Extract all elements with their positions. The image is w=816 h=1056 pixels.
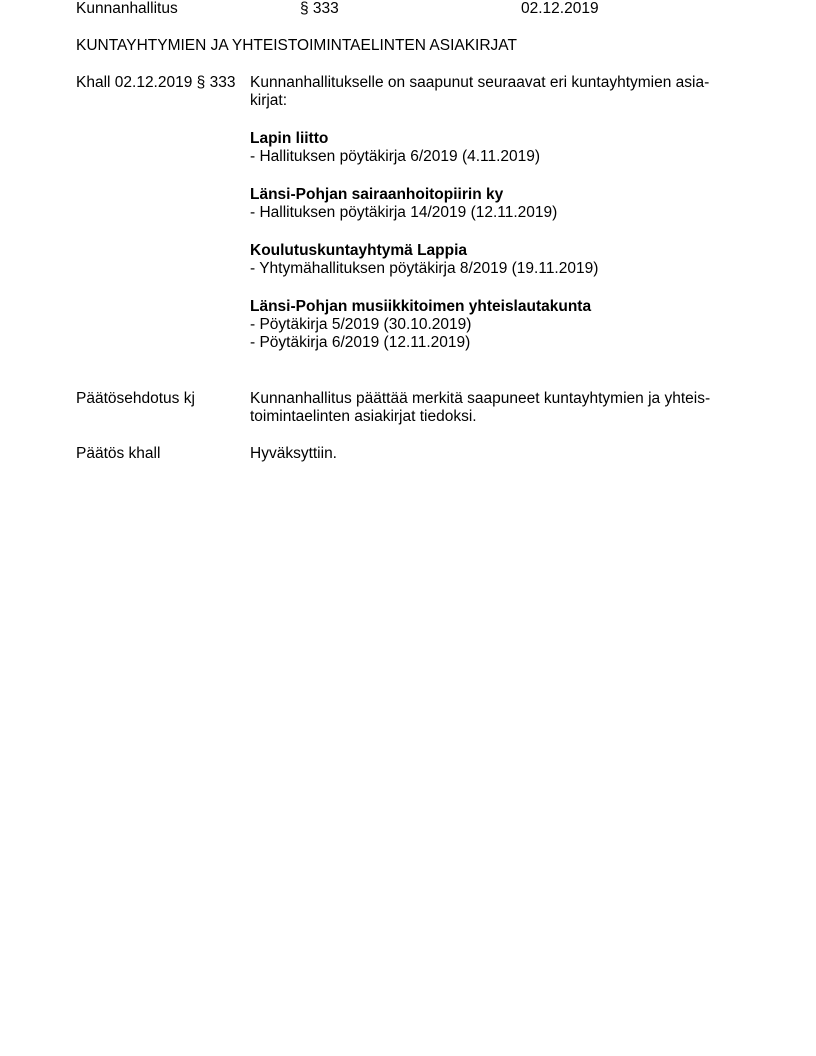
organization-musiikkitoimi [250, 298, 730, 352]
decision-text: Hyväksyttiin. [250, 445, 337, 462]
proposal-label: Päätösehdotus kj [76, 390, 195, 407]
intro-text [250, 74, 730, 110]
intro-label: Khall 02.12.2019 § 333 [76, 74, 236, 91]
organization-lapin-liitto [250, 130, 730, 166]
intro-text-line: kirjat: [250, 92, 288, 109]
proposal-text-line: toimintaelinten asiakirjat tiedoksi. [250, 408, 477, 425]
organization-name: Koulutuskuntayhtymä Lappia [250, 242, 468, 259]
organization-lansi-pohjan-shp [250, 186, 730, 222]
header-organ: Kunnanhallitus [76, 0, 178, 17]
header-date: 02.12.2019 [521, 0, 599, 17]
decision-label: Päätös khall [76, 445, 161, 462]
intro-text-line: Kunnanhallitukselle on saapunut seuraavat eri kuntayhtymien asia- [250, 74, 710, 91]
organization-name: Länsi-Pohjan musiikkitoimen yhteislautakunta [250, 298, 592, 315]
organization-document: - Hallituksen pöytäkirja 6/2019 (4.11.2019) [250, 148, 541, 165]
organization-lappia [250, 242, 730, 278]
organization-document: - Yhtymähallituksen pöytäkirja 8/2019 (19.11.2019) [250, 260, 599, 277]
organization-name: Lapin liitto [250, 130, 329, 147]
proposal-text [250, 390, 730, 426]
organization-document: - Pöytäkirja 6/2019 (12.11.2019) [250, 334, 471, 351]
organization-document: - Pöytäkirja 5/2019 (30.10.2019) [250, 316, 472, 333]
proposal-text-line: Kunnanhallitus päättää merkitä saapuneet kuntayhtymien ja yhteis- [250, 390, 711, 407]
organization-name: Länsi-Pohjan sairaanhoitopiirin ky [250, 186, 504, 203]
header-section: § 333 [300, 0, 339, 17]
organization-document: - Hallituksen pöytäkirja 14/2019 (12.11.2019) [250, 204, 558, 221]
document-title: KUNTAYHTYMIEN JA YHTEISTOIMINTAELINTEN ASIAKIRJAT [76, 37, 517, 54]
